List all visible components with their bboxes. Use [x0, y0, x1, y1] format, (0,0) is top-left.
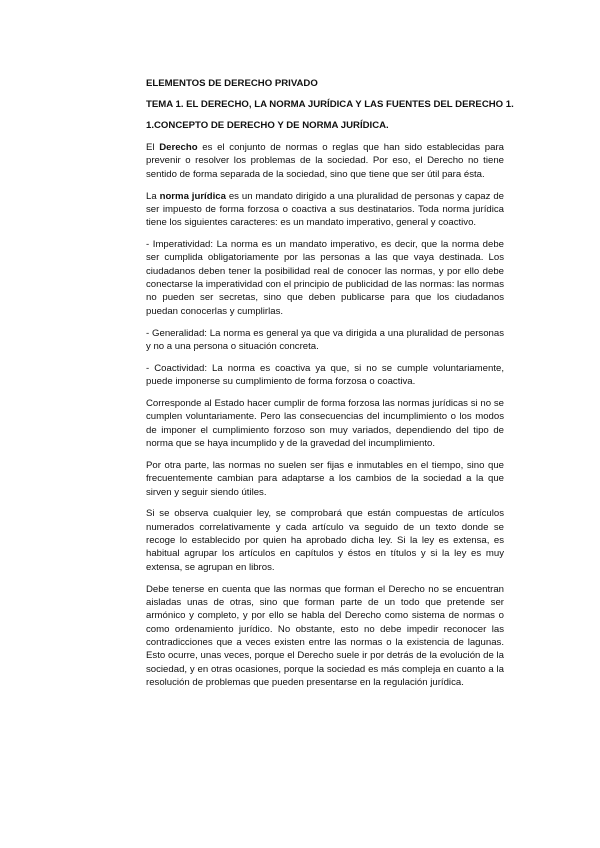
- topic-heading: TEMA 1. EL DERECHO, LA NORMA JURÍDICA Y LAS FUENTES DEL DERECHO 1.: [146, 99, 514, 110]
- paragraph-estructura-ley: Si se observa cualquier ley, se comprobará que están compuestas de artículos numerados correlativamente y cada artículo va seguido de un texto donde se recoge lo establecido por quien ha aprobado dicha ley. Si la ley es extensa, es habitual agrupar los artículos en capítulos y éstos en títulos y si la ley es muy extensa, se agrupan en libros.: [146, 508, 504, 573]
- document-title: ELEMENTOS DE DERECHO PRIVADO: [146, 78, 318, 89]
- paragraph-cambio-normas: Por otra parte, las normas no suelen ser fijas e inmutables en el tiempo, sino que frecuentemente cambian para adaptarse a los cambios de la sociedad a la que sirven y seguir siendo útiles.: [146, 459, 504, 498]
- paragraph-imperatividad: - Imperatividad: La norma es un mandato imperativo, es decir, que la norma debe ser cumplida obligatoriamente por las personas a las que vaya destinada. Los ciudadanos deben tener la posibilidad real de conocer las normas, y por ello debe conectarse la imperatividad con el principio de publicidad de las normas: las normas no pueden ser secretas, sino que deben publicarse para que los ciudadanos puedan conocerlas y cumplirlas.: [146, 239, 504, 317]
- text-run: es un mandato dirigido a una pluralidad de personas y capaz de ser impuesto de forma forzosa o coactiva a sus destinatarios. Toda norma jurídica tiene los siguientes caracteres: es un mandato imperativo, general y coactivo.: [146, 190, 504, 229]
- paragraph-ordenamiento: Debe tenerse en cuenta que las normas que forman el Derecho no se encuentran aisladas unas de otras, sino que forman parte de un todo que pretende ser armónico y completo, y por ello se habla del Derecho como sistema de normas o como ordenamiento jurídico. No obstante, esto no debe impedir reconocer las contradicciones que a veces existen entre las normas o la existencia de lagunas. Esto ocurre, unas veces, porque el Derecho suele ir por detrás de la evolución de la sociedad, y en otras ocasiones, porque la sociedad es más compleja en cuanto a la resolución de problemas que pueden presentarse en la regulación jurídica.: [146, 583, 504, 689]
- bold-term-norma-juridica: norma jurídica: [159, 190, 226, 202]
- paragraph-derecho-definition: [146, 141, 504, 181]
- paragraph-estado: Corresponde al Estado hacer cumplir de forma forzosa las normas jurídicas si no se cumplen voluntariamente. Pero las consecuencias del incumplimiento o los modos de imponer el cumplimiento forzoso son muy variados, dependiendo del tipo de norma que se haya incumplido y de la gravedad del incumplimiento.: [146, 398, 504, 450]
- text-run: El: [146, 142, 160, 153]
- paragraph-coactividad: - Coactividad: La norma es coactiva ya que, si no se cumple voluntariamente, puede imponerse su cumplimiento de forma forzosa o coactiva.: [146, 362, 504, 388]
- text-run: La: [146, 190, 160, 202]
- paragraph-generalidad: - Generalidad: La norma es general ya que va dirigida a una pluralidad de personas y no a una persona o situación concreta.: [146, 327, 504, 352]
- section-heading: 1.CONCEPTO DE DERECHO Y DE NORMA JURÍDICA.: [146, 120, 389, 131]
- bold-term-derecho: Derecho: [159, 142, 198, 153]
- text-run: es el conjunto de normas o reglas que han sido establecidas para prevenir o resolver los problemas de la sociedad. Por eso, el Derecho no tiene sentido de forma separada de la sociedad, sino que tiene que ser útil para ésta.: [146, 142, 504, 180]
- document-page: [146, 78, 514, 698]
- paragraph-norma-definition: [146, 190, 504, 230]
